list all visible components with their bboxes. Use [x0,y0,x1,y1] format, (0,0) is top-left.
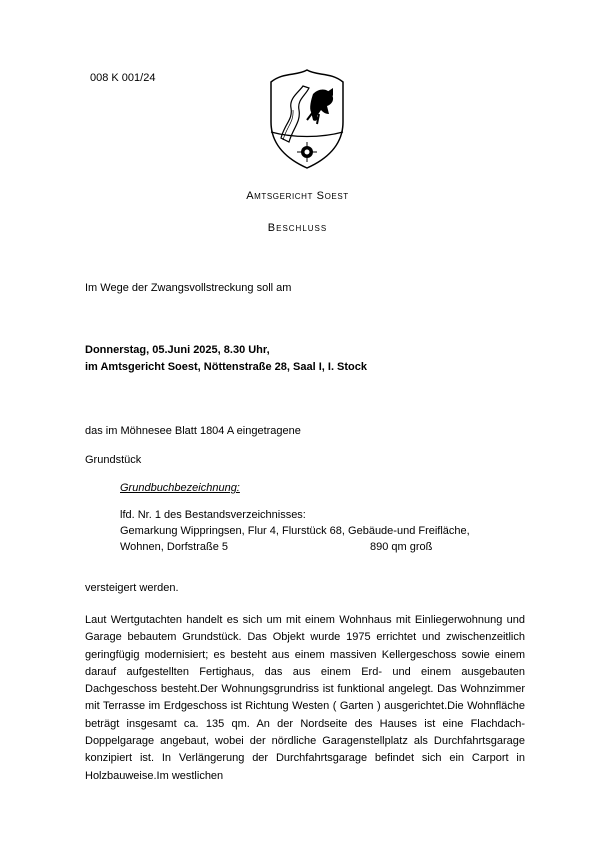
inventory-line: lfd. Nr. 1 des Bestandsverzeichnisses: [120,509,306,521]
register-line: das im Möhnesee Blatt 1804 A eingetragene [85,425,301,437]
address-line: Wohnen, Dorfstraße 5 [120,541,229,553]
date-line: Donnerstag, 05.Juni 2025, 8.30 Uhr, [85,344,270,356]
file-number: 008 K 001/24 [90,72,156,84]
object-label: Grundstück [85,454,142,466]
intro-text: Im Wege der Zwangsvollstreckung soll am [85,282,292,294]
court-name: Amtsgericht Soest [246,190,349,202]
land-register-heading: Grundbuchbezeichnung: [120,482,240,494]
property-description: Laut Wertgutachten handelt es sich um mit einem Wohnhaus mit Einliegerwohnung und Garage bebautem Grundstück. Das Objekt wurde 1975 errichtet und zwischenzeitlich geringfügig modernisiert; es besteht aus einem massiven Kellergeschoss sowie einem darauf aufgestellten Fertighaus, das aus einem Erd- und einem ausgebauten Dachgeschoss besteht.Der Wohnungsgrundriss ist funktional angelegt. Das Wohnzimmer mit Terrasse im Erdgeschoss ist Richtung Westen ( Garten ) ausgerichtet.Die Wohnfläche beträgt insgesamt ca. 135 qm. An der Nordseite des Hauses ist eine Flachdach-Doppelgarage angebaut, wobei der nördliche Garagenstellplatz als Durchfahrtsgarage konzipiert ist. In Verlängerung der Durchfahrtsgarage befindet sich ein Carport in Holzbauweise.Im westlichen [85,614,525,782]
auction-line: versteigert werden. [85,582,179,594]
address-row [120,540,520,555]
coat-of-arms-icon [263,68,351,170]
parcel-line: Gemarkung Wippringsen, Flur 4, Flurstück 68, Gebäude-und Freifläche, [120,525,470,537]
area-text: 890 qm groß [370,541,433,553]
location-line: im Amtsgericht Soest, Nöttenstraße 28, Saal I, I. Stock [85,361,368,373]
document-type: Beschluss [267,222,328,234]
